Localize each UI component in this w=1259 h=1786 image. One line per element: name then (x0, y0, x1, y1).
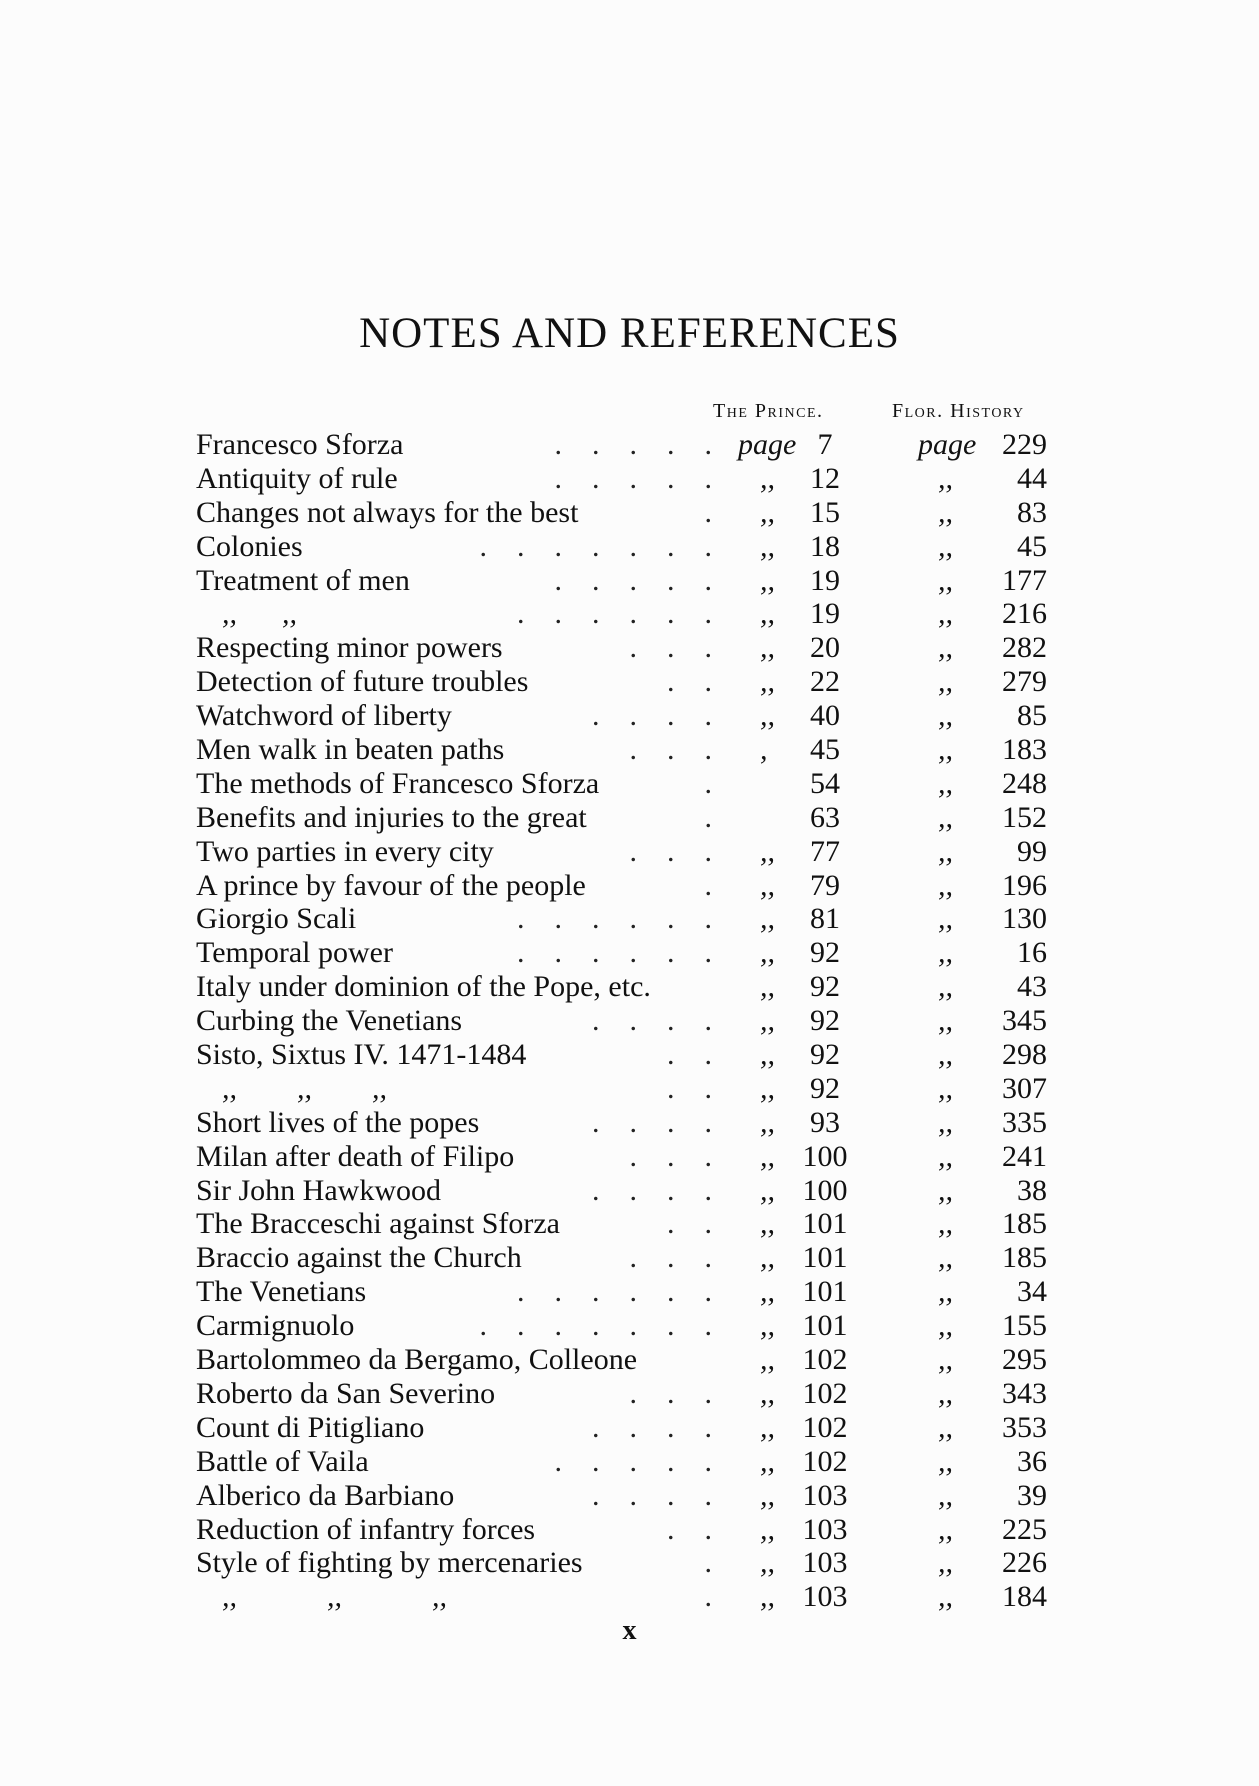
prince-page-number: 19 (810, 597, 840, 631)
reference-row (0, 1275, 1259, 1309)
history-page-number: 152 (1002, 800, 1047, 834)
dot-leader: . (704, 1580, 712, 1614)
prince-page-number: 92 (810, 1004, 840, 1038)
reference-subject: The methods of Francesco Sforza (196, 766, 600, 800)
prince-page-number: 102 (802, 1343, 848, 1377)
history-page-prefix: ,, (938, 766, 953, 800)
prince-page-prefix: ,, (760, 970, 775, 1004)
reference-row (0, 1377, 1259, 1411)
dot-leader: . . . . (592, 1004, 712, 1038)
history-page-prefix: ,, (938, 1444, 953, 1478)
prince-page-number: 18 (810, 529, 840, 563)
reference-row (0, 1174, 1259, 1208)
history-page-number: 185 (1002, 1241, 1047, 1275)
prince-page-prefix: ,, (760, 563, 775, 597)
history-page-prefix: ,, (938, 1309, 953, 1343)
dot-leader: . . . . . . (517, 902, 712, 936)
prince-page-number: 103 (802, 1546, 848, 1580)
reference-row (0, 1140, 1259, 1174)
reference-row (0, 1038, 1259, 1072)
history-page-number: 85 (1017, 699, 1047, 733)
reference-row (0, 1580, 1259, 1614)
reference-row (0, 936, 1259, 970)
reference-row (0, 767, 1259, 801)
prince-page-prefix: ,, (760, 1309, 775, 1343)
reference-row (0, 835, 1259, 869)
dot-leader: . . . . (592, 1105, 712, 1139)
prince-page-number: 101 (802, 1309, 848, 1343)
history-page-number: 44 (1017, 461, 1047, 495)
prince-page-prefix: ,, (760, 1376, 775, 1410)
dot-leader: . . . (629, 631, 712, 665)
reference-row (0, 1004, 1259, 1038)
history-page-number: 177 (1002, 563, 1047, 597)
history-page-number: 248 (1002, 766, 1047, 800)
reference-subject: Reduction of infantry forces (196, 1512, 536, 1546)
prince-page-number: 101 (802, 1207, 848, 1241)
history-page-prefix: ,, (938, 1376, 953, 1410)
reference-subject: ,, ,, (222, 597, 297, 631)
reference-subject: Battle of Vaila (196, 1444, 369, 1478)
history-page-number: 225 (1002, 1512, 1047, 1546)
reference-row (0, 1513, 1259, 1547)
history-page-number: 298 (1002, 1038, 1047, 1072)
reference-subject: The Venetians (196, 1275, 367, 1309)
history-page-number: 279 (1002, 665, 1047, 699)
history-page-number: 343 (1002, 1376, 1047, 1410)
prince-page-number: 81 (810, 902, 840, 936)
reference-subject: Two parties in every city (196, 834, 494, 868)
prince-page-number: 63 (810, 800, 840, 834)
history-page-prefix: ,, (938, 1071, 953, 1105)
history-page-prefix: ,, (938, 733, 953, 767)
prince-page-number: 77 (810, 834, 840, 868)
prince-page-prefix: ,, (760, 1444, 775, 1478)
history-page-prefix: ,, (938, 699, 953, 733)
reference-row (0, 801, 1259, 835)
dot-leader: . . . . . (554, 428, 712, 461)
prince-page-prefix: ,, (760, 902, 775, 936)
prince-page-prefix: ,, (760, 495, 775, 529)
history-page-prefix: ,, (938, 1038, 953, 1072)
reference-row (0, 530, 1259, 564)
reference-row (0, 1479, 1259, 1513)
prince-page-prefix: ,, (760, 1139, 775, 1173)
prince-page-prefix: ,, (760, 461, 775, 495)
prince-page-number: 102 (802, 1410, 848, 1444)
history-page-number: 229 (1002, 428, 1047, 461)
reference-row (0, 462, 1259, 496)
history-page-number: 345 (1002, 1004, 1047, 1038)
dot-leader: . . (667, 665, 712, 699)
prince-page-number: 12 (810, 461, 840, 495)
dot-leader: . . . . . . (517, 1275, 712, 1309)
history-page-number: 16 (1017, 936, 1047, 970)
history-page-prefix: ,, (938, 1512, 953, 1546)
history-page-number: 39 (1017, 1478, 1047, 1512)
history-page-prefix: ,, (938, 1105, 953, 1139)
reference-row (0, 970, 1259, 1004)
prince-page-prefix: ,, (760, 1410, 775, 1444)
prince-page-prefix: ,, (760, 1343, 775, 1377)
history-page-number: 36 (1017, 1444, 1047, 1478)
history-page-prefix: ,, (938, 1478, 953, 1512)
history-page-prefix: page (918, 428, 977, 461)
reference-subject: Respecting minor powers (196, 631, 503, 665)
prince-page-number: 103 (802, 1478, 848, 1512)
reference-row (0, 869, 1259, 903)
prince-page-prefix: , (760, 733, 768, 767)
history-page-prefix: ,, (938, 1275, 953, 1309)
history-page-number: 185 (1002, 1207, 1047, 1241)
dot-leader: . (704, 495, 712, 529)
history-page-prefix: ,, (938, 597, 953, 631)
dot-leader: . (704, 766, 712, 800)
reference-subject: Bartolommeo da Bergamo, Colleone (196, 1343, 638, 1377)
history-page-number: 183 (1002, 733, 1047, 767)
history-page-number: 282 (1002, 631, 1047, 665)
prince-page-number: 101 (802, 1275, 848, 1309)
dot-leader: . (704, 1546, 712, 1580)
prince-page-prefix: ,, (760, 1105, 775, 1139)
prince-page-number: 22 (810, 665, 840, 699)
prince-page-number: 101 (802, 1241, 848, 1275)
history-page-number: 241 (1002, 1139, 1047, 1173)
history-page-prefix: ,, (938, 834, 953, 868)
dot-leader: . . . (629, 1376, 712, 1410)
reference-subject: Braccio against the Church (196, 1241, 522, 1275)
reference-subject: Italy under dominion of the Pope, etc. (196, 970, 651, 1004)
history-page-number: 335 (1002, 1105, 1047, 1139)
prince-page-prefix: ,, (760, 1207, 775, 1241)
history-page-prefix: ,, (938, 1580, 953, 1614)
history-page-prefix: ,, (938, 1139, 953, 1173)
prince-page-number: 103 (802, 1580, 848, 1614)
dot-leader: . (704, 868, 712, 902)
prince-page-prefix: ,, (760, 529, 775, 563)
reference-row (0, 496, 1259, 530)
dot-leader: . . (667, 1071, 712, 1105)
dot-leader: . . . . . . . (479, 1309, 712, 1343)
reference-subject: Short lives of the popes (196, 1105, 480, 1139)
column-header-the-prince: The Prince. (713, 400, 824, 422)
dot-leader: . . . . (592, 1173, 712, 1207)
history-page-number: 45 (1017, 529, 1047, 563)
prince-page-number: 92 (810, 970, 840, 1004)
reference-row (0, 597, 1259, 631)
prince-page-number: 92 (810, 1038, 840, 1072)
reference-row (0, 1072, 1259, 1106)
history-page-number: 226 (1002, 1546, 1047, 1580)
history-page-prefix: ,, (938, 1004, 953, 1038)
reference-row (0, 902, 1259, 936)
reference-row (0, 1309, 1259, 1343)
history-page-prefix: ,, (938, 1241, 953, 1275)
reference-subject: Style of fighting by mercenaries (196, 1546, 583, 1580)
reference-subject: The Bracceschi against Sforza (196, 1207, 560, 1241)
prince-page-prefix: ,, (760, 1004, 775, 1038)
reference-row (0, 1411, 1259, 1445)
dot-leader: . . . . (592, 1410, 712, 1444)
history-page-number: 295 (1002, 1343, 1047, 1377)
history-page-prefix: ,, (938, 1173, 953, 1207)
history-page-prefix: ,, (938, 563, 953, 597)
column-header-flor-history: Flor. History (892, 400, 1025, 422)
dot-leader: . . . . . (554, 1444, 712, 1478)
reference-subject: Sir John Hawkwood (196, 1173, 441, 1207)
prince-page-prefix: ,, (760, 597, 775, 631)
reference-subject: Men walk in beaten paths (196, 733, 505, 767)
prince-page-number: 92 (810, 936, 840, 970)
reference-row (0, 1106, 1259, 1140)
reference-subject: Detection of future troubles (196, 665, 529, 699)
history-page-number: 216 (1002, 597, 1047, 631)
reference-subject: Roberto da San Severino (196, 1376, 496, 1410)
reference-subject: Count di Pitigliano (196, 1410, 425, 1444)
reference-subject: Milan after death of Filipo (196, 1139, 515, 1173)
prince-page-prefix: ,, (760, 1275, 775, 1309)
history-page-number: 307 (1002, 1071, 1047, 1105)
reference-row (0, 1546, 1259, 1580)
history-page-number: 34 (1017, 1275, 1047, 1309)
prince-page-number: 45 (810, 733, 840, 767)
reference-row (0, 564, 1259, 598)
history-page-prefix: ,, (938, 631, 953, 665)
prince-page-number: 93 (810, 1105, 840, 1139)
reference-subject: Alberico da Barbiano (196, 1478, 455, 1512)
reference-subject: Francesco Sforza (196, 428, 404, 461)
history-page-prefix: ,, (938, 936, 953, 970)
history-page-prefix: ,, (938, 1410, 953, 1444)
prince-page-number: 92 (810, 1071, 840, 1105)
reference-subject: Benefits and injuries to the great (196, 800, 587, 834)
prince-page-number: 54 (810, 766, 840, 800)
reference-row (0, 733, 1259, 767)
history-page-prefix: ,, (938, 902, 953, 936)
reference-subject: Temporal power (196, 936, 393, 970)
reference-subject: Treatment of men (196, 563, 410, 597)
reference-subject: Giorgio Scali (196, 902, 357, 936)
reference-subject: Watchword of liberty (196, 699, 452, 733)
prince-page-number: 19 (810, 563, 840, 597)
reference-subject: Colonies (196, 529, 303, 563)
history-page-prefix: ,, (938, 970, 953, 1004)
reference-subject: Carmignuolo (196, 1309, 355, 1343)
dot-leader: . . (667, 1512, 712, 1546)
dot-leader: . . . . . (554, 461, 712, 495)
reference-row (0, 428, 1259, 462)
history-page-prefix: ,, (938, 1343, 953, 1377)
history-page-prefix: ,, (938, 495, 953, 529)
prince-page-number: 79 (810, 868, 840, 902)
history-page-prefix: ,, (938, 868, 953, 902)
prince-page-number: 7 (817, 428, 833, 461)
prince-page-prefix: page (738, 428, 797, 461)
dot-leader: . . (667, 1038, 712, 1072)
history-page-number: 43 (1017, 970, 1047, 1004)
prince-page-prefix: ,, (760, 631, 775, 665)
history-page-prefix: ,, (938, 529, 953, 563)
history-page-prefix: ,, (938, 1546, 953, 1580)
dot-leader: . (704, 800, 712, 834)
reference-row (0, 1343, 1259, 1377)
history-page-prefix: ,, (938, 800, 953, 834)
history-page-prefix: ,, (938, 1207, 953, 1241)
history-page-number: 353 (1002, 1410, 1047, 1444)
prince-page-prefix: ,, (760, 1038, 775, 1072)
page-title: NOTES AND REFERENCES (359, 310, 900, 357)
dot-leader: . . . (629, 1241, 712, 1275)
history-page-number: 130 (1002, 902, 1047, 936)
dot-leader: . . . . . . . (479, 529, 712, 563)
dot-leader: . . . . . . (517, 597, 712, 631)
dot-leader: . . . (629, 1139, 712, 1173)
prince-page-prefix: ,, (760, 834, 775, 868)
reference-row (0, 699, 1259, 733)
history-page-number: 38 (1017, 1173, 1047, 1207)
reference-subject: A prince by favour of the people (196, 868, 586, 902)
reference-subject: Antiquity of rule (196, 461, 398, 495)
dot-leader: . . (667, 1207, 712, 1241)
reference-subject: ,, ,, ,, (222, 1071, 387, 1105)
history-page-number: 184 (1002, 1580, 1047, 1614)
prince-page-number: 15 (810, 495, 840, 529)
prince-page-prefix: ,, (760, 1580, 775, 1614)
prince-page-number: 103 (802, 1512, 848, 1546)
prince-page-prefix: ,, (760, 1478, 775, 1512)
reference-subject: Sisto, Sixtus IV. 1471-1484 (196, 1038, 527, 1072)
prince-page-prefix: ,, (760, 665, 775, 699)
prince-page-prefix: ,, (760, 1241, 775, 1275)
dot-leader: . . . (629, 834, 712, 868)
dot-leader: . . . . (592, 699, 712, 733)
prince-page-prefix: ,, (760, 1071, 775, 1105)
dot-leader: . . . (629, 733, 712, 767)
history-page-number: 155 (1002, 1309, 1047, 1343)
history-page-prefix: ,, (938, 461, 953, 495)
reference-row (0, 665, 1259, 699)
history-page-number: 99 (1017, 834, 1047, 868)
reference-subject: Curbing the Venetians (196, 1004, 463, 1038)
reference-row (0, 1445, 1259, 1479)
prince-page-number: 40 (810, 699, 840, 733)
prince-page-number: 100 (802, 1139, 848, 1173)
dot-leader: . . . . . . (517, 936, 712, 970)
prince-page-number: 20 (810, 631, 840, 665)
dot-leader: . . . . (592, 1478, 712, 1512)
prince-page-prefix: ,, (760, 1173, 775, 1207)
history-page-number: 83 (1017, 495, 1047, 529)
references-list (0, 428, 1259, 1614)
history-page-prefix: ,, (938, 665, 953, 699)
prince-page-prefix: ,, (760, 1512, 775, 1546)
history-page-number: 196 (1002, 868, 1047, 902)
reference-row (0, 1207, 1259, 1241)
prince-page-number: 102 (802, 1376, 848, 1410)
prince-page-prefix: ,, (760, 936, 775, 970)
dot-leader: . . . . . (554, 563, 712, 597)
reference-subject: ,, ,, ,, (222, 1580, 447, 1614)
reference-row (0, 631, 1259, 665)
page-number: x (622, 1615, 637, 1646)
prince-page-prefix: ,, (760, 1546, 775, 1580)
prince-page-prefix: ,, (760, 699, 775, 733)
prince-page-number: 102 (802, 1444, 848, 1478)
prince-page-prefix: ,, (760, 868, 775, 902)
reference-subject: Changes not always for the best (196, 495, 579, 529)
prince-page-number: 100 (802, 1173, 848, 1207)
reference-row (0, 1241, 1259, 1275)
